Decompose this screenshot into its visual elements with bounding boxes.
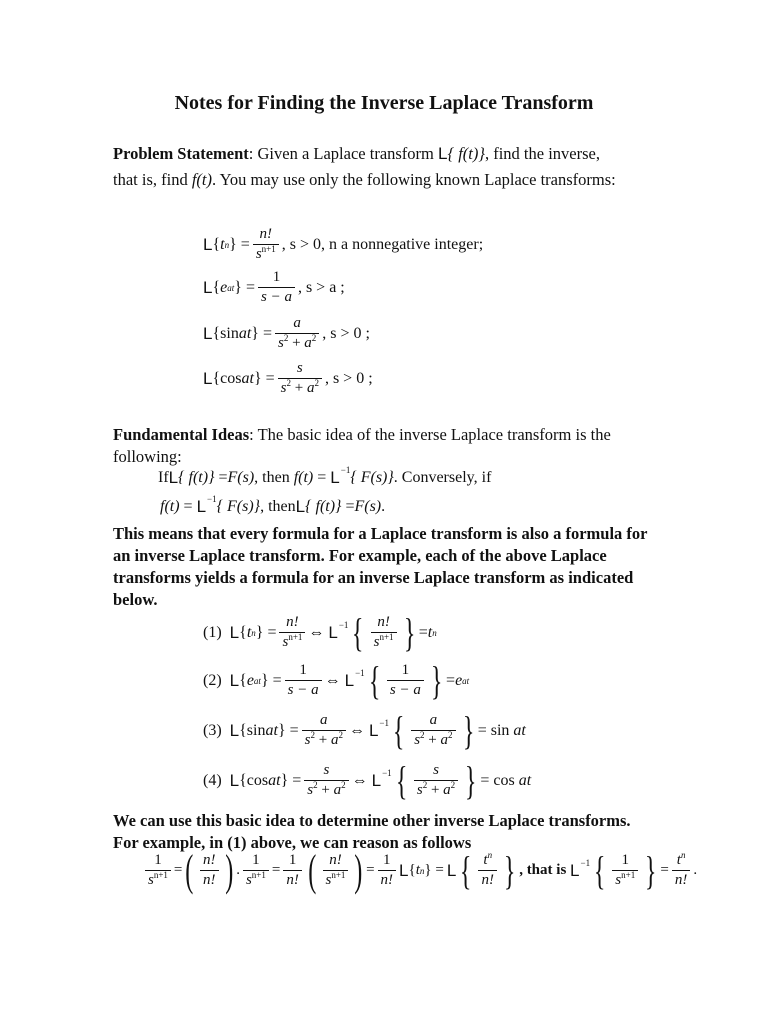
then-word-1: , then: [254, 469, 290, 486]
known-formula-exp: L { e at } = $\frac{1}{s - a}$ , s > a ;: [203, 269, 345, 305]
problem-text-b: , find the inverse,: [484, 144, 600, 163]
pair-3: (3) L {sin at } = $\frac{a}{s^2 + a^2}$ ⇔ L −1 { $\frac{a}{s^2 + a^2}$ } = sin at: [203, 707, 526, 753]
if-word: If: [158, 469, 169, 486]
known-power-cond: , s > 0, n a nonnegative integer;: [281, 235, 484, 253]
final-derivation: $\frac{1}{s^{n+1}}$ = ( $\frac{n!}{n!}$ ) . $\frac{1}{s^{n+1}}$ = $\frac{1}{n!}$ ( $\frac{n!}{s^{n+1}}$ ) = $\frac{1}{n!}$ L { t n } = L { $\frac{t^n}{n!}$ } , that is L −1 { $\frac{1}{s^{n+1}}$ } = $\frac{t^n}{n!}$ .: [142, 852, 697, 889]
known-exp-cond: , s > a ;: [297, 278, 345, 296]
fundamental-line-2: f(t) = L −1 { F(s)} , then L { f(t)} = F(s) .: [160, 494, 386, 516]
that-is-text: , that is: [519, 862, 567, 878]
page-title: Notes for Finding the Inverse Laplace Transform: [174, 92, 594, 114]
pair-2-label: (2): [203, 671, 222, 689]
problem-text-d: . You may use only the following known Laplace transforms:: [212, 170, 616, 189]
conversely-text: . Conversely, if: [393, 469, 492, 486]
problem-statement: Problem Statement: Given a Laplace transform L{ f(t)}, find the inverse, that is, find f(t). You may use only the following known Laplace transforms:: [113, 144, 616, 189]
pair-1-label: (1): [203, 623, 222, 641]
means-text: This means that every formula for a Laplace transform is also a formula for an inverse Laplace transform. For example, each of the above Laplace transforms yields a formula for an inverse Laplace transform as indicated below.: [113, 524, 648, 609]
pair-3-label: (3): [203, 721, 222, 739]
problem-label: Problem Statement: [113, 144, 249, 163]
closing-paragraph: [113, 810, 653, 854]
known-formula-cos: L {cos at } = $\frac{s}{s^2 + a^2}$ , s > 0 ;: [203, 360, 373, 396]
problem-text-a: : Given a Laplace transform: [248, 144, 434, 163]
pair-4-label: (4): [203, 771, 222, 789]
known-sin-cond: , s > 0 ;: [322, 324, 370, 342]
fundamental-ideas: [113, 424, 653, 468]
fundamental-label: Fundamental Ideas: [113, 425, 250, 444]
then-word-2: , then: [260, 498, 296, 515]
closing-text: We can use this basic idea to determine other inverse Laplace transforms. For example, in (1) above, we can reason as follows: [113, 811, 631, 852]
known-cos-cond: , s > 0 ;: [324, 369, 373, 387]
known-formula-power: L { t n } = $\frac{n!}{s^{n+1}}$ , s > 0, n a nonnegative integer;: [203, 226, 484, 262]
problem-text-c: that is, find: [113, 170, 188, 189]
fundamental-line-1: If L { f(t)} = F(s) , then f(t) = L −1 { F(s)} . Conversely, if: [158, 465, 492, 487]
known-formula-sin: L {sin at } = $\frac{a}{s^2 + a^2}$ , s > 0 ;: [203, 315, 370, 351]
pair-4: (4) L {cos at } = $\frac{s}{s^2 + a^2}$ ⇔ L −1 { $\frac{s}{s^2 + a^2}$ } = cos at: [203, 757, 532, 803]
means-paragraph: [113, 523, 653, 611]
pair-1: (1) L { t n } = $\frac{n!}{s^{n+1}}$ ⇔ L −1 { $\frac{n!}{s^{n+1}}$ } = t n: [203, 609, 437, 655]
pair-2: (2) L { e at } = $\frac{1}{s - a}$ ⇔ L −1 { $\frac{1}{s - a}$ } = e at: [203, 657, 470, 703]
fundamental-text: : The basic idea of the inverse Laplace transform is the following:: [113, 425, 611, 466]
